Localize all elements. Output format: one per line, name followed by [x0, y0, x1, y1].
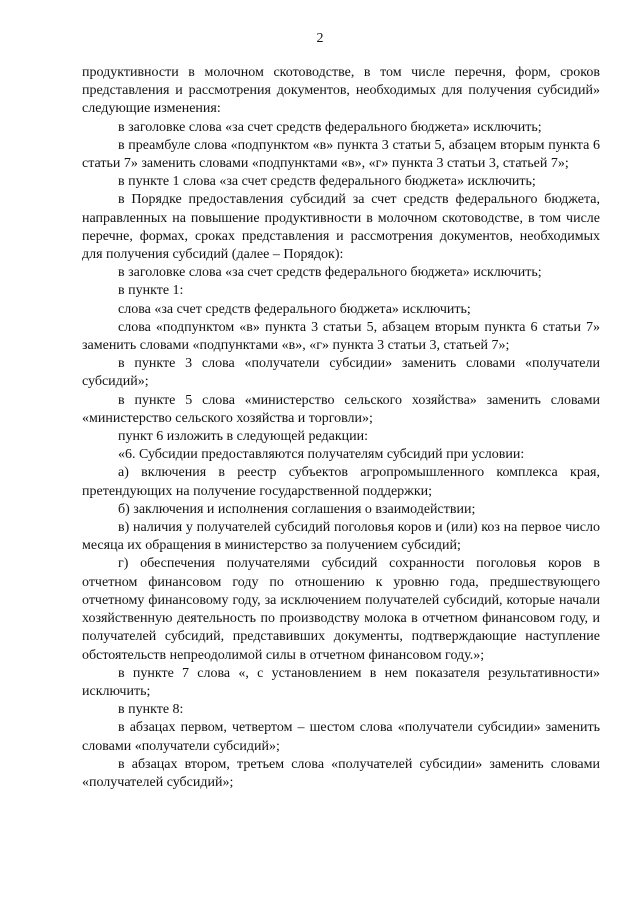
- paragraph: продуктивности в молочном скотоводстве, в том числе перечня, форм, сроков представления и рассмотрения документов, необходимых для получения субсидий» следующие изменения:: [82, 65, 600, 117]
- paragraph: в преамбуле слова «подпунктом «в» пункта 3 статьи 5, абзацем вторым пункта 6 статьи 7» заменить словами «подпунктами «в», «г» пункта 3 статьи 3, статьей 7»;: [82, 137, 600, 172]
- paragraph: в пункте 1 слова «за счет средств федерального бюджета» исключить;: [118, 174, 536, 190]
- paragraph: в пункте 7 слова «, с установлением в нем показателя результативности» исключить;: [82, 665, 600, 699]
- page-number: 2: [316, 31, 324, 46]
- paragraph: в пункте 5 слова «министерство сельского хозяйства» заменить словами «министерство сельского хозяйства и торговли»;: [82, 392, 600, 426]
- paragraph: в) наличия у получателей субсидий поголовья коров и (или) коз на первое число месяца их обращения в министерство за получением субсидий;: [82, 520, 600, 554]
- paragraph: слова «за счет средств федерального бюджета» исключить;: [118, 301, 471, 317]
- paragraph: в абзацах первом, четвертом – шестом слова «получатели субсидии» заменить словами «получатели субсидий»;: [82, 720, 600, 754]
- paragraph: г) обеспечения получателями субсидий сохранности поголовья коров в отчетном финансовом году по отношению к уровню года, предшествующего отчетному финансовому году, за исключением получателей субсидий, которые начали хозяйственную деятельность по производству молока в отчетном финансовом году, и получателей субсидий, представивших документы, подтверждающие наступление обстоятельств непреодолимой силы в отчетном финансовом году.»;: [82, 556, 600, 663]
- paragraph: в абзацах втором, третьем слова «получателей субсидии» заменить словами «получателей субсидий»;: [82, 756, 600, 790]
- paragraph: в заголовке слова «за счет средств федерального бюджета» исключить;: [118, 265, 542, 281]
- paragraph: а) включения в реестр субъектов агропромышленного комплекса края, претендующих на получение государственной поддержки;: [82, 465, 600, 499]
- paragraph: в пункте 1:: [118, 283, 184, 299]
- paragraph: в пункте 8:: [118, 702, 184, 718]
- paragraph: в пункте 3 слова «получатели субсидии» заменить словами «получатели субсидий»;: [82, 356, 600, 390]
- paragraph: слова «подпунктом «в» пункта 3 статьи 5, абзацем вторым пункта 6 статьи 7» заменить словами «подпунктами «в», «г» пункта 3 статьи 3, статьей 7»;: [82, 319, 600, 354]
- paragraph: в заголовке слова «за счет средств федерального бюджета» исключить;: [118, 119, 542, 135]
- paragraph: б) заключения и исполнения соглашения о взаимодействии;: [118, 501, 476, 517]
- paragraph: пункт 6 изложить в следующей редакции:: [118, 429, 368, 445]
- paragraph: в Порядке предоставления субсидий за счет средств федерального бюджета, направленных на повышение продуктивности в молочном скотоводстве, в том числе перечне, формах, сроках представления и рассмотрения документов, необходимых для получения субсидий (далее – Порядок):: [82, 192, 600, 263]
- document-body: [82, 64, 600, 792]
- paragraph: «6. Субсидии предоставляются получателям субсидий при условии:: [118, 447, 525, 463]
